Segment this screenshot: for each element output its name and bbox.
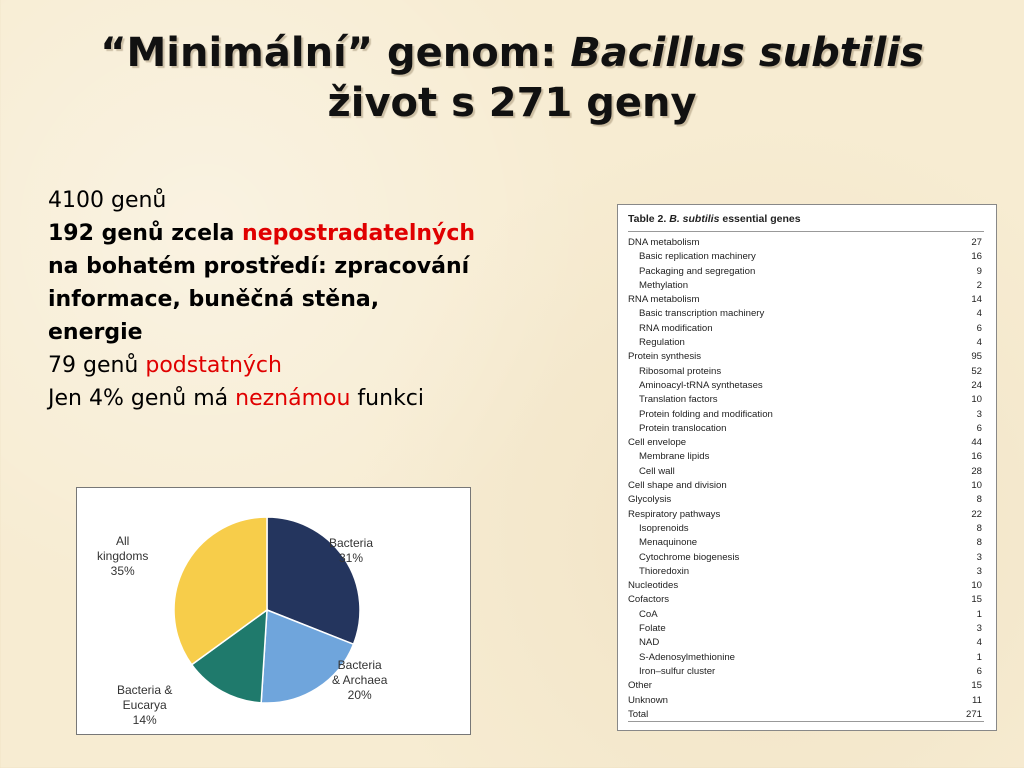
table-row xyxy=(628,322,982,336)
title-prefix: “Minimální” genom: xyxy=(100,30,571,76)
pie-slice-label-line: Bacteria xyxy=(329,536,374,550)
table-row xyxy=(628,265,982,279)
body-line-7-red: neznámou xyxy=(235,386,351,411)
table-row-name: Folate xyxy=(639,623,666,635)
table-row-count: 6 xyxy=(976,665,982,677)
pie-slice-label-line: 14% xyxy=(132,713,157,727)
body-line-1: 4100 genů xyxy=(48,188,167,213)
table-row xyxy=(628,536,982,550)
table-row-count: 10 xyxy=(971,480,982,492)
body-line-2 xyxy=(48,217,618,250)
table-row-name: Cofactors xyxy=(628,594,670,606)
table-row-name: RNA modification xyxy=(639,322,713,334)
pie-slice-label xyxy=(117,683,172,728)
table-row-name: Basic replication machinery xyxy=(639,251,756,263)
pie-slice-label-line: 31% xyxy=(339,551,364,565)
table-row xyxy=(628,336,982,350)
table-row xyxy=(628,465,982,479)
table-row-count: 3 xyxy=(976,551,982,563)
pie-slice-label xyxy=(332,658,387,703)
table-row xyxy=(628,436,982,450)
table-row-name: Protein translocation xyxy=(639,422,727,434)
table-row xyxy=(628,694,982,708)
table-row xyxy=(628,393,982,407)
table-row-name: Total xyxy=(628,708,649,720)
pie-slice-label-line: kingdoms xyxy=(97,549,149,563)
table-row-count: 8 xyxy=(976,522,982,534)
table-row-name: Translation factors xyxy=(639,394,718,406)
table-row xyxy=(628,379,982,393)
table-row-count: 10 xyxy=(971,580,982,592)
table-row-count: 16 xyxy=(971,251,982,263)
body-line-2-bold: 192 genů zcela xyxy=(48,221,243,246)
table-row xyxy=(628,479,982,493)
table-row xyxy=(628,350,982,364)
table-row-name: Cytochrome biogenesis xyxy=(639,551,740,563)
table-row-name: Cell envelope xyxy=(628,437,687,449)
table-row xyxy=(628,579,982,593)
table-row-count: 1 xyxy=(976,651,982,663)
title-species: Bacillus subtilis xyxy=(570,30,924,76)
body-line-5: energie xyxy=(48,320,143,345)
table-row-count: 52 xyxy=(971,365,982,377)
body-line-6 xyxy=(48,349,618,382)
table-row-count: 28 xyxy=(971,465,982,477)
table-bottom-rule xyxy=(628,721,984,722)
table-row-name: Nucleotides xyxy=(628,580,679,592)
pie-chart xyxy=(76,487,471,735)
table-row-count: 3 xyxy=(976,408,982,420)
table-row-name: Regulation xyxy=(639,337,685,349)
table-row xyxy=(628,608,982,622)
table-row-count: 16 xyxy=(971,451,982,463)
table-row xyxy=(628,622,982,636)
table-row xyxy=(628,679,982,693)
table-row-name: Protein folding and modification xyxy=(639,408,773,420)
table-row-count: 9 xyxy=(976,265,982,277)
table-row-name: Thioredoxin xyxy=(639,565,690,577)
title-line-1 xyxy=(0,28,1024,78)
table-row-count: 22 xyxy=(971,508,982,520)
table-row-count: 8 xyxy=(976,537,982,549)
table-row-name: Aminoacyl-tRNA synthetases xyxy=(639,379,763,391)
table-row xyxy=(628,493,982,507)
body-line-3: na bohatém prostředí: zpracování xyxy=(48,254,470,279)
table-row xyxy=(628,422,982,436)
table-row-count: 1 xyxy=(976,608,982,620)
table-row xyxy=(628,408,982,422)
table-title-prefix: Table 2. xyxy=(628,213,670,225)
table-row-count: 14 xyxy=(971,294,982,306)
body-line-7 xyxy=(48,382,618,415)
table-title xyxy=(628,213,801,225)
table-row-count: 3 xyxy=(976,565,982,577)
table-row-count: 11 xyxy=(972,694,982,706)
table-row-name: Menaquinone xyxy=(639,537,698,549)
table-row-name: Respiratory pathways xyxy=(628,508,721,520)
table-row-count: 3 xyxy=(976,623,982,635)
table-row-count: 4 xyxy=(976,637,982,649)
table-top-rule xyxy=(628,231,984,232)
table-row xyxy=(628,593,982,607)
table-row-count: 6 xyxy=(976,322,982,334)
table-row-count: 4 xyxy=(976,308,982,320)
table-row-name: Other xyxy=(628,680,652,692)
table-row-name: Iron–sulfur cluster xyxy=(639,665,716,677)
table-row-name: Packaging and segregation xyxy=(639,265,756,277)
body-line-4: informace, buněčná stěna, xyxy=(48,287,380,312)
pie-slice-label-line: All xyxy=(116,534,130,548)
body-text xyxy=(48,184,618,415)
table-row-count: 10 xyxy=(971,394,982,406)
table-row-name: CoA xyxy=(639,608,658,620)
table-row-name: Basic transcription machinery xyxy=(639,308,765,320)
table-row-name: Cell shape and division xyxy=(628,480,727,492)
body-line-6-prefix: 79 genů xyxy=(48,353,146,378)
table-row-name: NAD xyxy=(639,637,660,649)
table-row-count: 8 xyxy=(976,494,982,506)
table-row-count: 27 xyxy=(971,237,982,248)
pie-slice-label xyxy=(329,536,373,566)
table-row-name: Unknown xyxy=(628,694,668,706)
pie-slice-label-line: Bacteria xyxy=(337,658,382,672)
body-line-6-red: podstatných xyxy=(145,353,282,378)
table-row xyxy=(628,551,982,565)
table-row xyxy=(628,365,982,379)
essential-genes-table xyxy=(617,204,997,731)
body-line-7-prefix: Jen 4% genů má xyxy=(48,386,236,411)
table-row-count: 6 xyxy=(976,422,982,434)
table-row xyxy=(628,565,982,579)
pie-slice-label-line: Eucarya xyxy=(122,698,167,712)
table-row xyxy=(628,508,982,522)
table-row-name: Cell wall xyxy=(639,465,675,477)
table-row xyxy=(628,236,982,250)
table-row-count: 15 xyxy=(971,680,982,692)
table-body xyxy=(628,236,982,722)
table-row xyxy=(628,293,982,307)
table-row-name: DNA metabolism xyxy=(628,237,700,248)
table-title-suffix: essential genes xyxy=(719,213,801,225)
pie-slice-label-line: Bacteria & xyxy=(117,683,173,697)
table-row xyxy=(628,651,982,665)
table-row-name: Membrane lipids xyxy=(639,451,710,463)
table-row xyxy=(628,307,982,321)
table-row-name: Protein synthesis xyxy=(628,351,702,363)
pie-slice-label xyxy=(97,534,148,579)
table-row-count: 24 xyxy=(971,379,982,391)
table-row xyxy=(628,665,982,679)
table-title-species: B. subtilis xyxy=(669,213,720,225)
table-row-count: 4 xyxy=(976,337,982,349)
pie-slice-label-line: & Archaea xyxy=(332,673,388,687)
table-row-count: 271 xyxy=(965,708,982,720)
table-row-name: S-Adenosylmethionine xyxy=(639,651,735,663)
slide-title xyxy=(0,28,1024,128)
title-line-2: život s 271 geny xyxy=(327,80,697,126)
table-row-name: Isoprenoids xyxy=(639,522,689,534)
table-row xyxy=(628,250,982,264)
table-row xyxy=(628,522,982,536)
table-row-name: Glycolysis xyxy=(628,494,672,506)
table-row xyxy=(628,279,982,293)
body-line-2-red: nepostradatelných xyxy=(242,221,476,246)
table-row-count: 15 xyxy=(971,594,982,606)
pie-slice-label-line: 20% xyxy=(347,688,372,702)
table-row-count: 2 xyxy=(976,279,982,291)
table-row-count: 95 xyxy=(971,351,982,363)
table-row xyxy=(628,450,982,464)
table-row-name: Methylation xyxy=(639,279,689,291)
table-row-name: Ribosomal proteins xyxy=(639,365,722,377)
pie-slice-label-line: 35% xyxy=(110,564,135,578)
table-row-name: RNA metabolism xyxy=(628,294,700,306)
body-line-7-suffix: funkci xyxy=(350,386,425,411)
table-row xyxy=(628,708,982,722)
table-row-count: 44 xyxy=(971,437,982,449)
table-row xyxy=(628,636,982,650)
